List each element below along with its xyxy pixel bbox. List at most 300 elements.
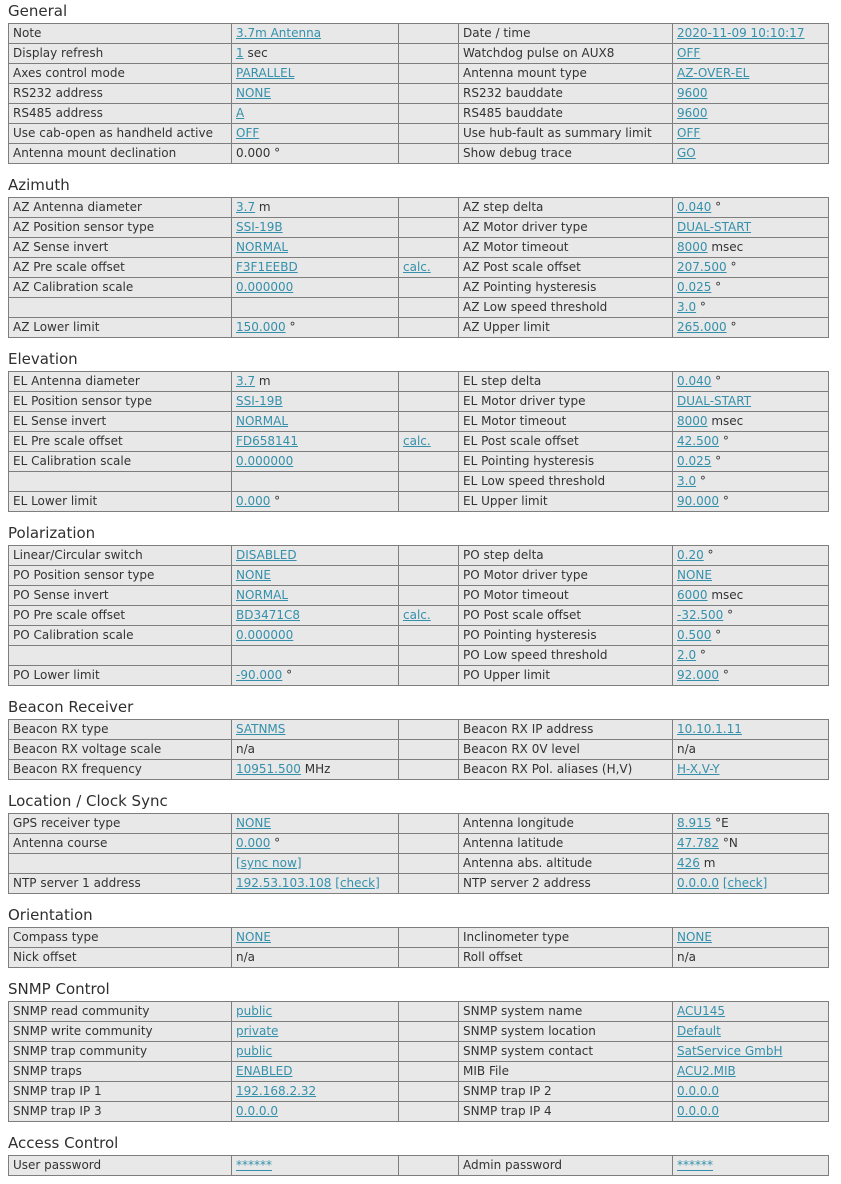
- calc-link[interactable]: calc.: [403, 260, 431, 274]
- setting-label: Beacon RX frequency: [9, 760, 232, 780]
- setting-label: EL Low speed threshold: [459, 472, 673, 492]
- setting-label: [9, 472, 232, 492]
- calc-cell: [399, 626, 459, 646]
- setting-label: SNMP trap IP 2: [459, 1082, 673, 1102]
- value-link[interactable]: 0.000000: [236, 628, 294, 642]
- value-link[interactable]: NONE: [236, 930, 271, 944]
- calc-cell: [399, 720, 459, 740]
- elevation-table: [8, 371, 829, 512]
- setting-label: AZ Post scale offset: [459, 258, 673, 278]
- setting-label: Admin password: [459, 1156, 673, 1176]
- setting-value-cell: [232, 144, 399, 164]
- setting-label: SNMP write community: [9, 1022, 232, 1042]
- value-link[interactable]: SATNMS: [236, 722, 286, 736]
- setting-value-cell: [673, 104, 829, 124]
- setting-value-cell: [673, 606, 829, 626]
- setting-value-cell: [673, 666, 829, 686]
- value-link[interactable]: 0.025: [677, 454, 712, 468]
- value-link[interactable]: 0.20: [677, 548, 704, 562]
- setting-label: RS232 bauddate: [459, 84, 673, 104]
- unit-text: sec: [243, 46, 268, 60]
- value-link[interactable]: H-X,V-Y: [677, 762, 720, 776]
- setting-value-cell: [232, 258, 399, 278]
- setting-label: EL Post scale offset: [459, 432, 673, 452]
- table-row: [9, 928, 829, 948]
- acu-settings-page: [8, 2, 833, 1176]
- value-link[interactable]: 9600: [677, 86, 708, 100]
- setting-label: SNMP system contact: [459, 1042, 673, 1062]
- calc-cell: [399, 646, 459, 666]
- value-link[interactable]: 0.000000: [236, 454, 294, 468]
- table-row: [9, 64, 829, 84]
- calc-cell: [399, 124, 459, 144]
- table-row: [9, 948, 829, 968]
- calc-cell: [399, 298, 459, 318]
- setting-label: AZ Position sensor type: [9, 218, 232, 238]
- unit-text: °: [719, 434, 729, 448]
- snmp-control-table: [8, 1001, 829, 1122]
- setting-label: AZ Sense invert: [9, 238, 232, 258]
- setting-value-cell: [673, 626, 829, 646]
- setting-value-cell: [673, 258, 829, 278]
- value-link[interactable]: 8000: [677, 240, 708, 254]
- setting-label: Antenna mount type: [459, 64, 673, 84]
- value-link[interactable]: ******: [236, 1158, 272, 1172]
- setting-value-cell: [673, 492, 829, 512]
- setting-value-cell: [673, 814, 829, 834]
- setting-value-cell: [673, 1082, 829, 1102]
- setting-label: User password: [9, 1156, 232, 1176]
- calc-cell: [399, 1062, 459, 1082]
- unit-text: °: [719, 668, 729, 682]
- setting-value-cell: [673, 760, 829, 780]
- calc-cell: [399, 854, 459, 874]
- calc-cell: [399, 874, 459, 894]
- setting-value-cell: [673, 834, 829, 854]
- setting-value-cell: [673, 472, 829, 492]
- unit-text: m: [255, 374, 271, 388]
- setting-value-cell: [673, 318, 829, 338]
- setting-label: Use hub-fault as summary limit: [459, 124, 673, 144]
- value-link[interactable]: 0.040: [677, 374, 712, 388]
- value-link[interactable]: 0.040: [677, 200, 712, 214]
- setting-label: PO step delta: [459, 546, 673, 566]
- value-link[interactable]: NORMAL: [236, 240, 289, 254]
- unit-text: MHz: [300, 762, 331, 776]
- azimuth-table: [8, 197, 829, 338]
- setting-label: Roll offset: [459, 948, 673, 968]
- setting-value-cell: [673, 948, 829, 968]
- unit-text: °N: [719, 836, 738, 850]
- value-link[interactable]: [check]: [335, 876, 380, 890]
- setting-value-cell: [232, 392, 399, 412]
- value-link[interactable]: AZ-OVER-EL: [677, 66, 750, 80]
- value-link[interactable]: 1: [236, 46, 244, 60]
- value-link[interactable]: OFF: [236, 126, 260, 140]
- unit-text: °: [711, 454, 722, 468]
- calc-cell: [399, 834, 459, 854]
- table-row: [9, 606, 829, 626]
- value-link[interactable]: A: [236, 106, 245, 120]
- setting-value-cell: [232, 278, 399, 298]
- value-link[interactable]: BD3471C8: [236, 608, 301, 622]
- value-link[interactable]: 8.915: [677, 816, 712, 830]
- setting-label: RS485 bauddate: [459, 104, 673, 124]
- calc-cell: [399, 318, 459, 338]
- unit-text: msec: [707, 240, 744, 254]
- value-link[interactable]: 2020-11-09 10:10:17: [677, 26, 805, 40]
- value-link[interactable]: private: [236, 1024, 279, 1038]
- setting-value-cell: [232, 1042, 399, 1062]
- calc-cell: [399, 412, 459, 432]
- unit-text: msec: [707, 414, 744, 428]
- value-link[interactable]: F3F1EEBD: [236, 260, 298, 274]
- setting-label: Date / time: [459, 24, 673, 44]
- table-row: [9, 834, 829, 854]
- setting-value-cell: [232, 740, 399, 760]
- setting-value-cell: [232, 24, 399, 44]
- calc-cell: [399, 238, 459, 258]
- value-link[interactable]: 0.0.0.0: [677, 1104, 719, 1118]
- value-link[interactable]: 9600: [677, 106, 708, 120]
- value-link[interactable]: ACU145: [677, 1004, 726, 1018]
- section-access-control: [8, 1134, 833, 1176]
- calc-cell: [399, 1156, 459, 1176]
- value-link[interactable]: 0.500: [677, 628, 712, 642]
- value-link[interactable]: -90.000: [236, 668, 283, 682]
- value-link[interactable]: 92.000: [677, 668, 719, 682]
- setting-value-cell: [232, 372, 399, 392]
- calc-cell: [399, 740, 459, 760]
- value-link[interactable]: SatService GmbH: [677, 1044, 783, 1058]
- value-link[interactable]: NONE: [236, 568, 271, 582]
- unit-text: m: [699, 856, 716, 870]
- value-link[interactable]: FD658141: [236, 434, 298, 448]
- setting-value-cell: [232, 854, 399, 874]
- setting-value-cell: [232, 666, 399, 686]
- table-row: [9, 1156, 829, 1176]
- table-row: [9, 318, 829, 338]
- setting-label: [9, 646, 232, 666]
- setting-label: Nick offset: [9, 948, 232, 968]
- unit-text: 0.000 °: [236, 146, 281, 160]
- calc-cell: [399, 144, 459, 164]
- calc-cell: [399, 84, 459, 104]
- setting-value-cell: [232, 1102, 399, 1122]
- value-link[interactable]: OFF: [677, 126, 701, 140]
- setting-value-cell: [232, 124, 399, 144]
- value-link[interactable]: 3.7: [236, 200, 256, 214]
- calc-cell: [399, 218, 459, 238]
- setting-label: Watchdog pulse on AUX8: [459, 44, 673, 64]
- general-table: [8, 23, 829, 164]
- table-row: [9, 198, 829, 218]
- setting-label: Beacon RX voltage scale: [9, 740, 232, 760]
- value-link[interactable]: 3.7m Antenna: [236, 26, 322, 40]
- setting-label: Beacon RX type: [9, 720, 232, 740]
- value-link[interactable]: 90.000: [677, 494, 719, 508]
- setting-label: AZ Upper limit: [459, 318, 673, 338]
- section-title: SNMP Control: [8, 980, 110, 998]
- unit-text: °: [719, 494, 729, 508]
- table-row: [9, 238, 829, 258]
- unit-text: °: [696, 474, 706, 488]
- section-title: General: [8, 2, 68, 20]
- setting-value-cell: [673, 586, 829, 606]
- orientation-table: [8, 927, 829, 968]
- setting-value-cell: [673, 64, 829, 84]
- access-control-table: [8, 1155, 829, 1176]
- table-row: [9, 432, 829, 452]
- setting-label: PO Low speed threshold: [459, 646, 673, 666]
- value-link[interactable]: 192.168.2.32: [236, 1084, 317, 1098]
- unit-text: °: [726, 260, 737, 274]
- calc-cell: [399, 1082, 459, 1102]
- setting-value-cell: [232, 948, 399, 968]
- setting-value-cell: [232, 1022, 399, 1042]
- value-link[interactable]: DUAL-START: [677, 394, 752, 408]
- value-link[interactable]: ACU2.MIB: [677, 1064, 736, 1078]
- setting-value-cell: [232, 646, 399, 666]
- setting-label: [9, 854, 232, 874]
- value-link[interactable]: 8000: [677, 414, 708, 428]
- value-link[interactable]: 0.0.0.0: [677, 876, 719, 890]
- setting-value-cell: [232, 238, 399, 258]
- value-link[interactable]: 42.500: [677, 434, 719, 448]
- setting-label: PO Motor driver type: [459, 566, 673, 586]
- calc-cell: [399, 44, 459, 64]
- value-link[interactable]: PARALLEL: [236, 66, 295, 80]
- setting-label: Beacon RX IP address: [459, 720, 673, 740]
- value-link[interactable]: DUAL-START: [677, 220, 752, 234]
- setting-label: PO Upper limit: [459, 666, 673, 686]
- section-beacon-receiver: [8, 698, 833, 780]
- section-snmp-control: [8, 980, 833, 1122]
- setting-label: AZ Antenna diameter: [9, 198, 232, 218]
- setting-value-cell: [673, 740, 829, 760]
- setting-value-cell: [232, 720, 399, 740]
- value-link[interactable]: ******: [677, 1158, 713, 1172]
- value-link[interactable]: 3.7: [236, 374, 256, 388]
- unit-text: °: [696, 300, 706, 314]
- value-link[interactable]: 192.53.103.108: [236, 876, 332, 890]
- polarization-table: [8, 545, 829, 686]
- setting-label: Beacon RX 0V level: [459, 740, 673, 760]
- value-link[interactable]: 207.500: [677, 260, 727, 274]
- value-link[interactable]: Default: [677, 1024, 721, 1038]
- setting-value-cell: [232, 874, 399, 894]
- setting-label: PO Position sensor type: [9, 566, 232, 586]
- value-link[interactable]: SSI-19B: [236, 394, 283, 408]
- unit-text: °E: [711, 816, 729, 830]
- unit-text: °: [723, 608, 734, 622]
- value-link[interactable]: GO: [677, 146, 696, 160]
- unit-text: °: [726, 320, 737, 334]
- setting-label: EL Pointing hysteresis: [459, 452, 673, 472]
- setting-label: AZ Low speed threshold: [459, 298, 673, 318]
- value-link[interactable]: 0.000: [236, 494, 271, 508]
- value-link[interactable]: public: [236, 1004, 273, 1018]
- value-link[interactable]: [sync now]: [236, 856, 302, 870]
- value-link[interactable]: 47.782: [677, 836, 719, 850]
- table-row: [9, 546, 829, 566]
- setting-label: SNMP trap IP 1: [9, 1082, 232, 1102]
- section-title: Orientation: [8, 906, 93, 924]
- setting-label: Note: [9, 24, 232, 44]
- table-row: [9, 104, 829, 124]
- value-link[interactable]: SSI-19B: [236, 220, 283, 234]
- table-row: [9, 566, 829, 586]
- setting-value-cell: [232, 760, 399, 780]
- setting-value-cell: [232, 412, 399, 432]
- beacon-receiver-table: [8, 719, 829, 780]
- setting-value-cell: [232, 318, 399, 338]
- setting-label: PO Post scale offset: [459, 606, 673, 626]
- setting-value-cell: [673, 44, 829, 64]
- table-row: [9, 1042, 829, 1062]
- value-link[interactable]: OFF: [677, 46, 701, 60]
- value-link[interactable]: 0.0.0.0: [236, 1104, 278, 1118]
- unit-text: °: [282, 668, 293, 682]
- setting-label: Show debug trace: [459, 144, 673, 164]
- setting-value-cell: [673, 874, 829, 894]
- calc-link[interactable]: calc.: [403, 434, 431, 448]
- value-link[interactable]: NORMAL: [236, 588, 289, 602]
- value-link[interactable]: NONE: [677, 568, 712, 582]
- setting-label: Antenna abs. altitude: [459, 854, 673, 874]
- setting-label: AZ Calibration scale: [9, 278, 232, 298]
- setting-label: Antenna course: [9, 834, 232, 854]
- value-link[interactable]: NONE: [236, 86, 271, 100]
- setting-label: SNMP traps: [9, 1062, 232, 1082]
- setting-value-cell: [673, 1042, 829, 1062]
- value-link[interactable]: 0.0.0.0: [677, 1084, 719, 1098]
- calc-cell: [399, 1042, 459, 1062]
- setting-value-cell: [673, 432, 829, 452]
- value-link[interactable]: [check]: [722, 876, 768, 890]
- setting-value-cell: [232, 1062, 399, 1082]
- setting-label: EL Position sensor type: [9, 392, 232, 412]
- value-link[interactable]: 10951.500: [236, 762, 301, 776]
- setting-value-cell: [673, 218, 829, 238]
- setting-value-cell: [673, 124, 829, 144]
- table-row: [9, 392, 829, 412]
- value-link[interactable]: NONE: [236, 816, 271, 830]
- setting-label: AZ Pointing hysteresis: [459, 278, 673, 298]
- setting-value-cell: [232, 814, 399, 834]
- setting-label: SNMP trap IP 4: [459, 1102, 673, 1122]
- setting-value-cell: [673, 392, 829, 412]
- unit-text: °: [270, 836, 281, 850]
- setting-label: EL Lower limit: [9, 492, 232, 512]
- value-link[interactable]: 0.000000: [236, 280, 294, 294]
- table-row: [9, 740, 829, 760]
- table-row: [9, 1082, 829, 1102]
- setting-label: EL Antenna diameter: [9, 372, 232, 392]
- table-row: [9, 626, 829, 646]
- setting-label: PO Pre scale offset: [9, 606, 232, 626]
- setting-value-cell: [673, 854, 829, 874]
- calc-cell: [399, 948, 459, 968]
- setting-label: AZ Lower limit: [9, 318, 232, 338]
- setting-label: Linear/Circular switch: [9, 546, 232, 566]
- value-link[interactable]: 0.000: [236, 836, 271, 850]
- value-link[interactable]: 150.000: [236, 320, 286, 334]
- unit-text: °: [711, 374, 722, 388]
- setting-value-cell: [232, 546, 399, 566]
- unit-text: °: [285, 320, 296, 334]
- table-row: [9, 492, 829, 512]
- table-row: [9, 298, 829, 318]
- setting-label: PO Lower limit: [9, 666, 232, 686]
- section-orientation: [8, 906, 833, 968]
- setting-value-cell: [232, 1002, 399, 1022]
- setting-value-cell: [232, 432, 399, 452]
- setting-label: SNMP read community: [9, 1002, 232, 1022]
- setting-value-cell: [232, 1156, 399, 1176]
- value-link[interactable]: 10.10.1.11: [677, 722, 742, 736]
- setting-value-cell: [232, 452, 399, 472]
- setting-label: [9, 298, 232, 318]
- value-link[interactable]: 265.000: [677, 320, 727, 334]
- value-link[interactable]: NONE: [677, 930, 712, 944]
- value-link[interactable]: 2.0: [677, 648, 697, 662]
- setting-label: PO Sense invert: [9, 586, 232, 606]
- unit-text: °: [711, 280, 722, 294]
- section-title: Polarization: [8, 524, 96, 542]
- table-row: [9, 218, 829, 238]
- setting-label: EL step delta: [459, 372, 673, 392]
- value-link[interactable]: NORMAL: [236, 414, 289, 428]
- table-row: [9, 1102, 829, 1122]
- value-link[interactable]: 3.0: [677, 474, 697, 488]
- value-link[interactable]: 6000: [677, 588, 708, 602]
- setting-label: MIB File: [459, 1062, 673, 1082]
- calc-cell: [399, 1022, 459, 1042]
- setting-value-cell: [232, 586, 399, 606]
- table-row: [9, 586, 829, 606]
- setting-label: EL Pre scale offset: [9, 432, 232, 452]
- table-row: [9, 1062, 829, 1082]
- table-row: [9, 646, 829, 666]
- value-link[interactable]: 426: [677, 856, 700, 870]
- unit-text: °: [711, 628, 722, 642]
- table-row: [9, 854, 829, 874]
- section-title: Access Control: [8, 1134, 119, 1152]
- value-link[interactable]: DISABLED: [236, 548, 297, 562]
- setting-value-cell: [673, 84, 829, 104]
- table-row: [9, 1002, 829, 1022]
- calc-link[interactable]: calc.: [403, 608, 431, 622]
- setting-value-cell: [232, 566, 399, 586]
- setting-value-cell: [673, 546, 829, 566]
- value-link[interactable]: public: [236, 1044, 273, 1058]
- value-link[interactable]: 3.0: [677, 300, 697, 314]
- setting-value-cell: [673, 566, 829, 586]
- setting-label: AZ Motor driver type: [459, 218, 673, 238]
- table-row: [9, 124, 829, 144]
- value-link[interactable]: -32.500: [677, 608, 724, 622]
- setting-label: SNMP trap IP 3: [9, 1102, 232, 1122]
- calc-cell: [399, 278, 459, 298]
- value-link[interactable]: 0.025: [677, 280, 712, 294]
- table-row: [9, 472, 829, 492]
- calc-cell: [399, 666, 459, 686]
- value-link[interactable]: ENABLED: [236, 1064, 293, 1078]
- setting-label: Antenna latitude: [459, 834, 673, 854]
- setting-label: EL Motor timeout: [459, 412, 673, 432]
- setting-label: Antenna longitude: [459, 814, 673, 834]
